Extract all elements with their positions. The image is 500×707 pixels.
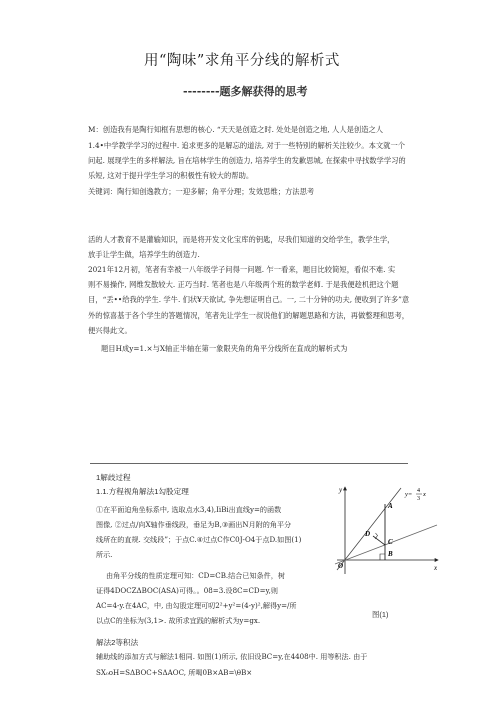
section1-subheading: 1.1.方程视角解法1勾股定理 (96, 487, 189, 496)
segment-cd (373, 536, 385, 545)
x-axis-label: x (434, 564, 438, 572)
abstract-line-4: 乐短, 这对于提升学生学习的积极性有较大的帮助。 (88, 171, 254, 180)
section-divider (90, 463, 408, 464)
intro-line-1: 活的人才教育不是灌输知识，而是将开发文化宝库的钥匙，尽我们知道的交给学生，教学生学， (88, 235, 395, 244)
page-title: 用“陶味”求角平分线的解析式 (144, 53, 340, 69)
intro-line-3: 2021年12月初，笔者有幸被一八年级学子问得一问题. 乍一看来，题目比较简短，看似不难. 实 (88, 265, 396, 274)
figure-caption: 图(1) (372, 610, 389, 619)
y-axis-label: y (339, 486, 343, 494)
s2-line-1: 辅助线的添加方式与解法1相同. 如图(1)所示, 依旧设BC=y,在4408中. 用等积法. 由于 (96, 652, 368, 661)
abstract-line-3: 问起. 展现学生的多样解法, 旨在培林学生的创造力, 培养学生的发歉思城, 在探索中寻找数学学习的 (88, 156, 406, 165)
point-d-label: D (365, 530, 371, 538)
s1-left-line-3: 线所在的直规. 交线段”；于点C.④过点C作C0J-O4于点D.如图(1) (96, 535, 302, 544)
s2-line-2: SX₀oH=SΔBOC+SΔAOC, 所喝0B×AB=\θB× (96, 668, 253, 677)
section2-heading: 解法2等积法 (96, 638, 139, 647)
intro-line-7: 便兴得此文。 (88, 326, 132, 335)
origin-label: O (338, 562, 344, 570)
coordinate-figure (333, 484, 443, 576)
keywords: 关键词：陶行知创逸教方；一迎多解；角平分理；发效思维；方法思考 (88, 187, 315, 196)
page-subtitle: --------题多解获得的思考 (183, 85, 308, 98)
point-c-label: C (388, 538, 393, 546)
s1-proof-line-1: 由角平分线的性质定理可知：CD=CB.结合已知条件，树 (106, 571, 285, 580)
section1-heading: 1解歧过程 (96, 473, 131, 482)
abstract-line-2: 1.4•中学教学学习的过程中. 追求更多的是解忘的道法, 对于一些特别的解析关注较少。本文就一个 (88, 141, 406, 150)
intro-line-4: 则不易操作, 网维发散较大. 正巧当时. 笔者也是八年级两个班的数学老师. 于是我便趁机把这个题 (88, 280, 399, 289)
point-a-label: A (388, 502, 393, 510)
s1-left-line-4: 所示. (96, 550, 113, 559)
line-eq-var: y= (405, 491, 413, 498)
s1-left-line-1: ①在平面迫角坐标系中, 选取点水3,4),IiBi出直线y=的函数 (96, 505, 282, 514)
intro-line-6: 外的惊喜基于各个学生的答题情况，笔者先让学生一叔说他们的解题思路和方法，再做整理和思考， (88, 311, 410, 320)
intro-line-5: 目，“丢••给我的学生. 学牛. 们状¥天欲试, 争先想证明自己。一, 二十分钟的功夫, 便收到了许多”意 (88, 295, 410, 304)
s1-left-line-2: 图像, ②过点/向X轴作垂线段，垂足为B,③画出N月附的角平分 (96, 520, 292, 529)
point-b-label: B (388, 550, 393, 558)
s1-proof-line-3: AC=4-y.在4AC，中, 由勾股定理可叨2²+y²=(4-y)²,解得y=/所 (96, 601, 297, 610)
intro-line-2: 放手让学生做，培养学生的创造力. (88, 250, 200, 259)
abstract-line-1: M：创造我有是陶行知框有思想的核心. “天天是创造之时. 处处是创造之地, 人人是创造之人 (88, 125, 384, 134)
angle-bisector-line (335, 525, 437, 564)
line-eq-denominator: 3 (417, 496, 420, 502)
problem-statement: 题目H成y=1.×与X轴正半轴在第一象限夹角的角平分线所在直成的解析式为 (101, 344, 348, 353)
right-angle-b (380, 554, 385, 560)
s1-proof-line-2: 证得4DOCZΔBOC(ASA)可得。。08=3.设8C=CD=y,则 (96, 586, 278, 595)
s1-proof-line-4: 以点C的坐标为(3,1>. 故所求宜践的解析式为y=gx. (96, 616, 261, 625)
line-eq-x: x (423, 491, 426, 498)
line-eq-numerator: 4 (417, 488, 420, 494)
